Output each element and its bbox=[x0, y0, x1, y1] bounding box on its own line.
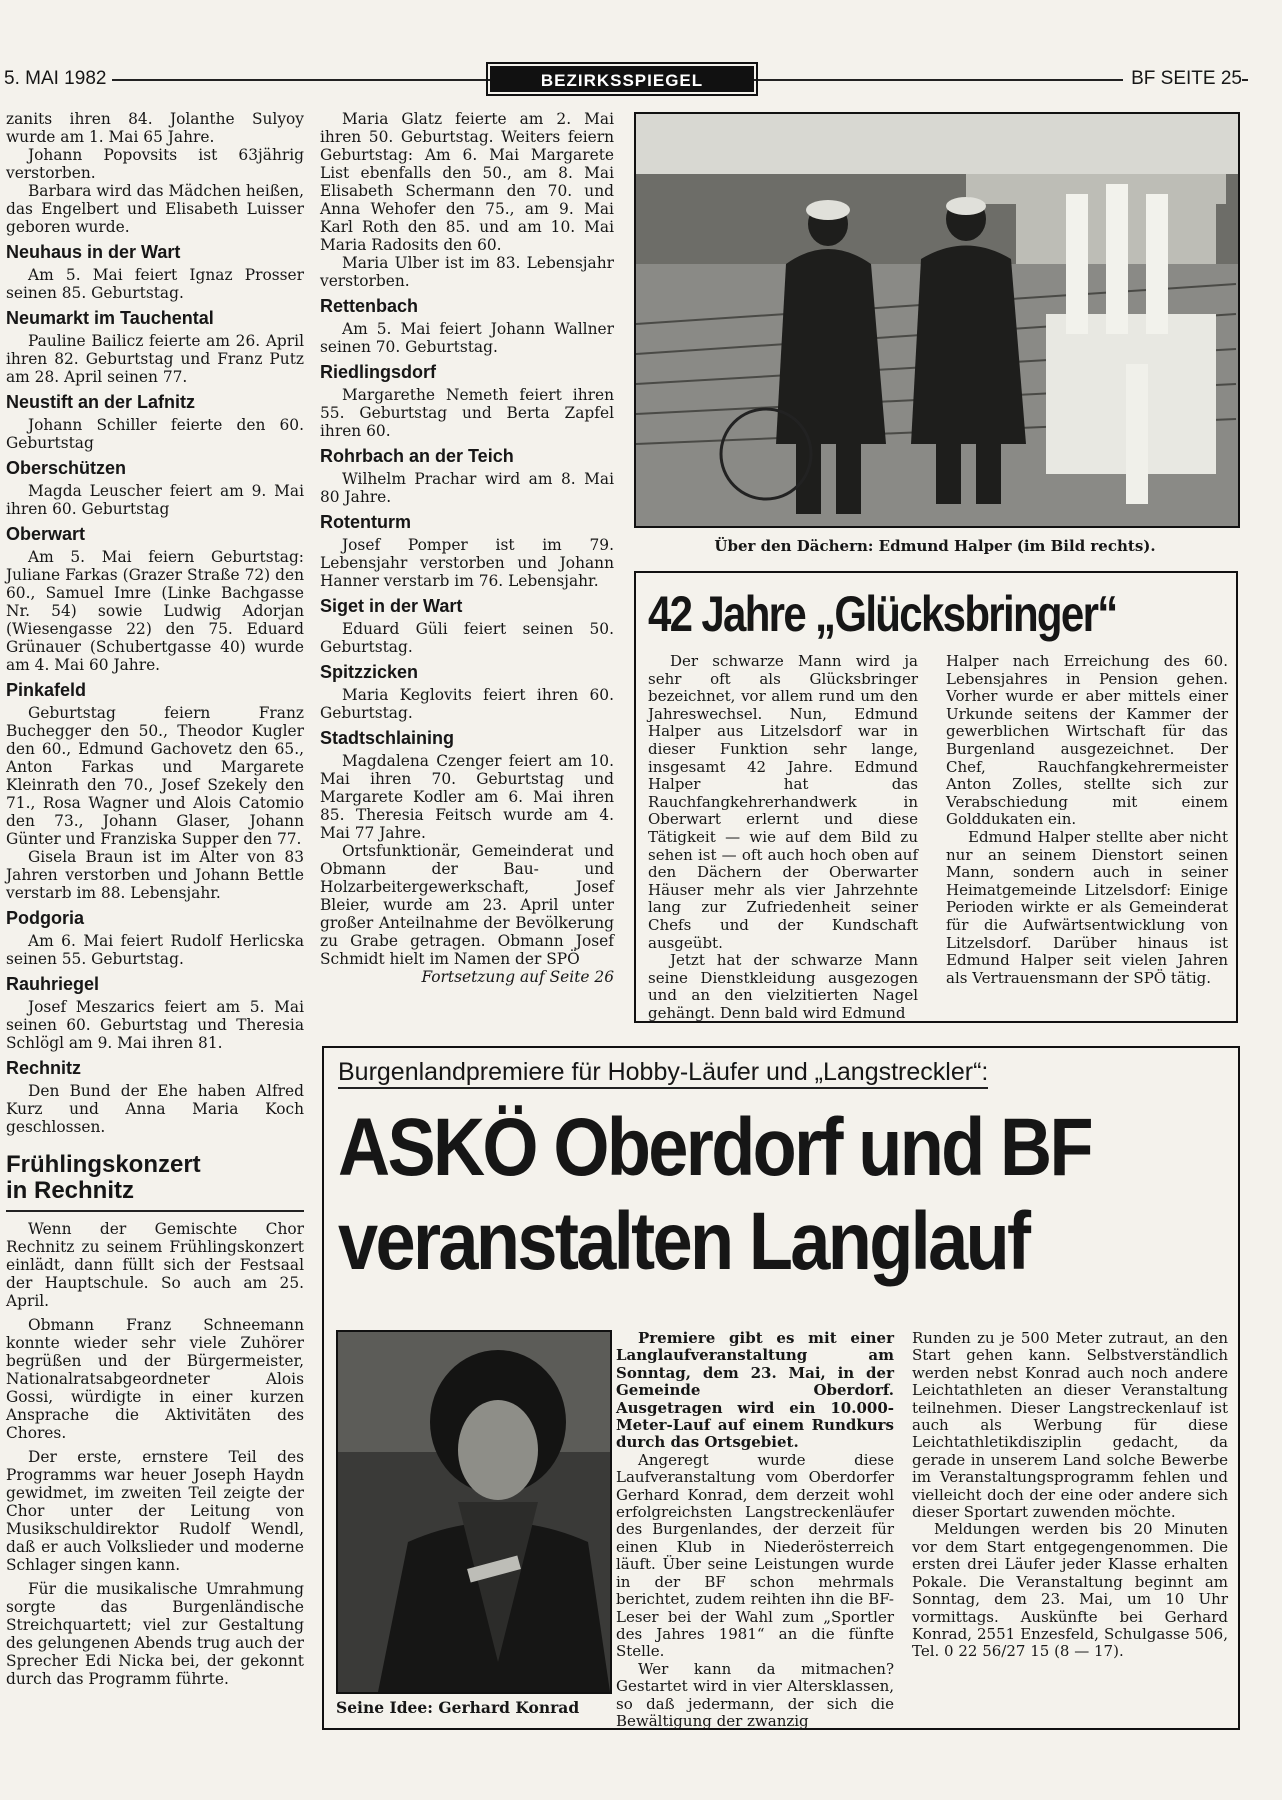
paragraph: Pauline Bailicz feierte am 26. April ihren 82. Geburtstag und Franz Putz am 28. April seinen 77. bbox=[6, 332, 304, 386]
lead-paragraph: Premiere gibt es mit einer Langlaufveranstaltung am Sonntag, dem 23. Mai, in der Gemeinde Oberdorf. Ausgetragen wird ein 10.000-Meter-Lauf auf einem Rundkurs durch das Ortsgebiet. bbox=[616, 1329, 894, 1452]
paragraph: Maria Ulber ist im 83. Lebensjahr verstorben. bbox=[320, 254, 614, 290]
issue-date: 5. MAI 1982 bbox=[4, 68, 112, 90]
paragraph: Halper nach Erreichung des 60. Lebensjahres in Pension gehen. Vorher wurde er aber mittels einer Urkunde seitens der Kammer der gewerblichen Wirtschaft für das Burgenland ausgezeichnet. Der Chef, Rauchfangkehrermeister Anton Zolles, stellte sich zur Verabschiedung mit einem Golddukaten ein. bbox=[946, 652, 1228, 829]
paragraph: Meldungen werden bis 20 Minuten vor dem Start entgegengenommen. Die ersten drei Läufer jeder Klasse erhalten Pokale. Die Veranstaltung beginnt am Sonntag, dem 23. Mai, um 10 Uhr vormittags. Auskünfte bei Gerhard Konrad, 2551 Enzesfeld, Schulgasse 506, Tel. 0 22 56/27 15 (8 — 17). bbox=[912, 1520, 1228, 1661]
paragraph: Josef Meszarics feiert am 5. Mai seinen 60. Geburtstag und Theresia Schlögl am 9. Mai ihren 81. bbox=[6, 998, 304, 1052]
paragraph: Obmann Franz Schneemann konnte wieder sehr viele Zuhörer begrüßen und der Bürgermeister, Nationalratsabgeordneter Alois Gossi, würdigte in einer kurzen Ansprache die Aktivitäten des Chores. bbox=[6, 1316, 304, 1442]
place-heading: Rohrbach an der Teich bbox=[320, 446, 514, 466]
place-heading: Siget in der Wart bbox=[320, 596, 463, 616]
gluecksbringer-col-a bbox=[648, 653, 918, 1022]
paragraph: Am 5. Mai feiert Ignaz Prosser seinen 85. Geburtstag. bbox=[6, 266, 304, 302]
place-heading: Rettenbach bbox=[320, 296, 419, 316]
paragraph: Jetzt hat der schwarze Mann seine Dienstkleidung ausgezogen und an den vielzitierten Nagel gehängt. Denn bald wird Edmund bbox=[648, 951, 918, 1022]
paragraph: Am 6. Mai feiert Rudolf Herlicska seinen 55. Geburtstag. bbox=[6, 932, 304, 968]
place-heading: Oberwart bbox=[6, 524, 86, 544]
paragraph: Barbara wird das Mädchen heißen, das Engelbert und Elisabeth Luisser geboren wurde. bbox=[6, 182, 304, 236]
runner-photo-image bbox=[338, 1332, 610, 1692]
paragraph: Wer kann da mitmachen? Gestartet wird in vier Altersklassen, so daß jedermann, der sich die Bewältigung der zwanzig bbox=[616, 1659, 894, 1730]
rooftop-photo bbox=[634, 112, 1240, 528]
place-heading: Rotenturm bbox=[320, 512, 411, 532]
askoe-headline-line2: veranstalten Langlauf bbox=[338, 1196, 1029, 1287]
askoe-col-b bbox=[912, 1330, 1228, 1661]
section-title: BEZIRKSSPIEGEL bbox=[490, 66, 754, 92]
runner-photo-caption: Seine Idee: Gerhard Konrad bbox=[336, 1698, 580, 1717]
column-1 bbox=[6, 110, 304, 1688]
page-number: BF SEITE 25 bbox=[1123, 68, 1242, 90]
paragraph: Geburtstag feiern Franz Buchegger den 50., Theodor Kugler den 60., Edmund Gachovetz den 65., Anton Farkas und Margarete Kleinrath den 70., Josef Szekely den 71., Rosa Wagner und Alois Catomio den 73., Johann Glaser, Johann Günter und Franziska Supper den 77. bbox=[6, 704, 304, 848]
place-heading: Neumarkt im Tauchental bbox=[6, 308, 214, 328]
runner-photo bbox=[336, 1330, 612, 1694]
paragraph: Eduard Güli feiert seinen 50. Geburtstag. bbox=[320, 620, 614, 656]
paragraph: Maria Glatz feierte am 2. Mai ihren 50. Geburtstag. Weiters feiern Geburtstag: Am 6. Mai Margarete List ebenfalls den 50., am 8. Mai Elisabeth Schermann den 70. und Anna Wehofer den 75., am 9. Mai Karl Roth den 85. und am 10. Mai Maria Radosits den 60. bbox=[320, 110, 614, 254]
place-heading: Stadtschlaining bbox=[320, 728, 455, 748]
paragraph: Magdalena Czenger feiert am 10. Mai ihren 70. Geburtstag und Margarete Kodler am 6. Mai ihren 85. Theresia Feitsch wurde am 4. Mai 77 Jahre. bbox=[320, 752, 614, 842]
paragraph: Wilhelm Prachar wird am 8. Mai 80 Jahre. bbox=[320, 470, 614, 506]
rooftop-photo-image bbox=[636, 114, 1238, 526]
askoe-article-box bbox=[322, 1046, 1240, 1730]
paragraph: Den Bund der Ehe haben Alfred Kurz und Anna Maria Koch geschlossen. bbox=[6, 1082, 304, 1136]
concert-headline-line2: in Rechnitz bbox=[6, 1177, 135, 1204]
paragraph: zanits ihren 84. Jolanthe Sulyoy wurde am 1. Mai 65 Jahre. bbox=[6, 110, 304, 146]
place-heading: Neuhaus in der Wart bbox=[6, 242, 181, 262]
paragraph: Johann Popovsits ist 63jährig verstorben. bbox=[6, 146, 304, 182]
paragraph: Magda Leuscher feiert am 9. Mai ihren 60. Geburtstag bbox=[6, 482, 304, 518]
askoe-headline-line1: ASKÖ Oberdorf und BF bbox=[338, 1102, 1091, 1193]
rooftop-photo-caption: Über den Dächern: Edmund Halper (im Bild rechts). bbox=[714, 537, 1156, 555]
paragraph: Johann Schiller feierte den 60. Geburtstag bbox=[6, 416, 304, 452]
paragraph: Der erste, ernstere Teil des Programms war heuer Joseph Haydn gewidmet, im zweiten Teil zeigte der Chor unter der Leitung von Musikschuldirektor Rudolf Wendl, daß er auch Volkslieder und moderne Schlager singen kann. bbox=[6, 1448, 304, 1574]
column-2 bbox=[320, 110, 614, 986]
askoe-kicker: Burgenlandpremiere für Hobby-Läufer und „Langstreckler“: bbox=[338, 1058, 988, 1089]
place-heading: Rauhriegel bbox=[6, 974, 100, 994]
place-heading: Rechnitz bbox=[6, 1058, 82, 1078]
paragraph: Margarethe Nemeth feiert ihren 55. Geburtstag und Berta Zapfel ihren 60. bbox=[320, 386, 614, 440]
paragraph: Gisela Braun ist im Alter von 83 Jahren verstorben und Johann Bettle verstarb im 88. Lebensjahr. bbox=[6, 848, 304, 902]
concert-headline bbox=[6, 1152, 304, 1212]
gluecksbringer-headline: 42 Jahre „Glücksbringer“ bbox=[648, 586, 1117, 642]
place-heading: Riedlingsdorf bbox=[320, 362, 436, 382]
paragraph: Edmund Halper stellte aber nicht nur an seinem Dienstort seinen Mann, sondern auch in seiner Heimatgemeinde Litzelsdorf: Einige Perioden wirkte er als Gemeinderat für die Aufwärtsentwicklung von Litzelsdorf. Darüber hinaus ist Edmund Halper seit vielen Jahren als Vertrauensmann der SPÖ tätig. bbox=[946, 827, 1228, 987]
paragraph: Josef Pomper ist im 79. Lebensjahr verstorben und Johann Hanner verstarb im 76. Lebensjahr. bbox=[320, 536, 614, 590]
paragraph: Ortsfunktionär, Gemeinderat und Obmann der Bau- und Holzarbeitergewerkschaft, Josef Bleier, wurde am 23. April unter großer Anteilnahme der Bevölkerung zu Grabe getragen. Obmann Josef Schmidt hielt im Namen der SPÖ bbox=[320, 842, 614, 968]
place-heading: Spitzzicken bbox=[320, 662, 419, 682]
gluecksbringer-col-b bbox=[946, 653, 1228, 987]
place-heading: Neustift an der Lafnitz bbox=[6, 392, 196, 412]
place-heading: Oberschützen bbox=[6, 458, 127, 478]
concert-headline-line1: Frühlingskonzert bbox=[6, 1151, 201, 1178]
paragraph: Der schwarze Mann wird ja sehr oft als Glücksbringer bezeichnet, vor allem rund um den Jahreswechsel. Nun, Edmund Halper aus Litzelsdorf war in dieser Funktion sehr lange, insgesamt 42 Jahre. Edmund Halper hat das Rauchfangkehrerhandwerk in Oberwart erlernt und diese Tätigkeit — wie auf dem Bild zu sehen ist — oft auch hoch oben auf den Dächern der Oberwarter Häuser mehr als vier Jahrzehnte lang zur Zufriedenheit seiner Chefs und der Kundschaft ausgeübt. bbox=[648, 652, 918, 952]
place-heading: Podgoria bbox=[6, 908, 85, 928]
continued-note: Fortsetzung auf Seite 26 bbox=[421, 968, 614, 986]
paragraph: Wenn der Gemischte Chor Rechnitz zu seinem Frühlingskonzert einlädt, dann füllt sich der Festsaal der Hauptschule. So auch am 25. April. bbox=[6, 1220, 304, 1310]
paragraph: Am 5. Mai feiert Johann Wallner seinen 70. Geburtstag. bbox=[320, 320, 614, 356]
gluecksbringer-box bbox=[634, 571, 1238, 1023]
paragraph: Angeregt wurde diese Laufveranstaltung vom Oberdorfer Gerhard Konrad, dem derzeit wohl erfolgreichsten Langstreckenläufer des Burgenlandes, der derzeit für einen Klub in Niederösterreich läuft. Über seine Leistungen wurde in der BF schon mehrmals berichtet, zudem reihten ihn die BF-Leser bei der Wahl zum „Sportler des Jahres 1981“ an die fünfte Stelle. bbox=[616, 1450, 894, 1661]
page-header bbox=[0, 66, 1282, 92]
paragraph: Maria Keglovits feiert ihren 60. Geburtstag. bbox=[320, 686, 614, 722]
paragraph: Runden zu je 500 Meter zutraut, an den Start gehen kann. Selbstverständlich werden nebst Konrad auch noch andere Leichtathleten an dieser Veranstaltung teilnehmen. Dieser Langstreckenlauf ist auch als Werbung für diese Leichtathletikdisziplin gedacht, da gerade in unserem Land solche Bewerbe im Veranstaltungsprogramm fehlen und vielleicht doch der eine oder andere sich dieser Sportart zuwenden möchte. bbox=[912, 1329, 1228, 1522]
askoe-col-a bbox=[616, 1330, 894, 1730]
paragraph: Am 5. Mai feiern Geburtstag: Juliane Farkas (Grazer Straße 72) den 60., Samuel Imre (Linke Bachgasse Nr. 54) sowie Ludwig Adorjan (Wiesengasse 22) den 75. Eduard Grünauer (Schubertgasse 40) wurde am 4. Mai 60 Jahre. bbox=[6, 548, 304, 674]
place-heading: Pinkafeld bbox=[6, 680, 87, 700]
paragraph: Für die musikalische Umrahmung sorgte das Burgenländische Streichquartett; viel zur Gestaltung des gelungenen Abends trug auch der Sprecher Edi Nicka bei, der gekonnt durch das Programm führte. bbox=[6, 1580, 304, 1688]
